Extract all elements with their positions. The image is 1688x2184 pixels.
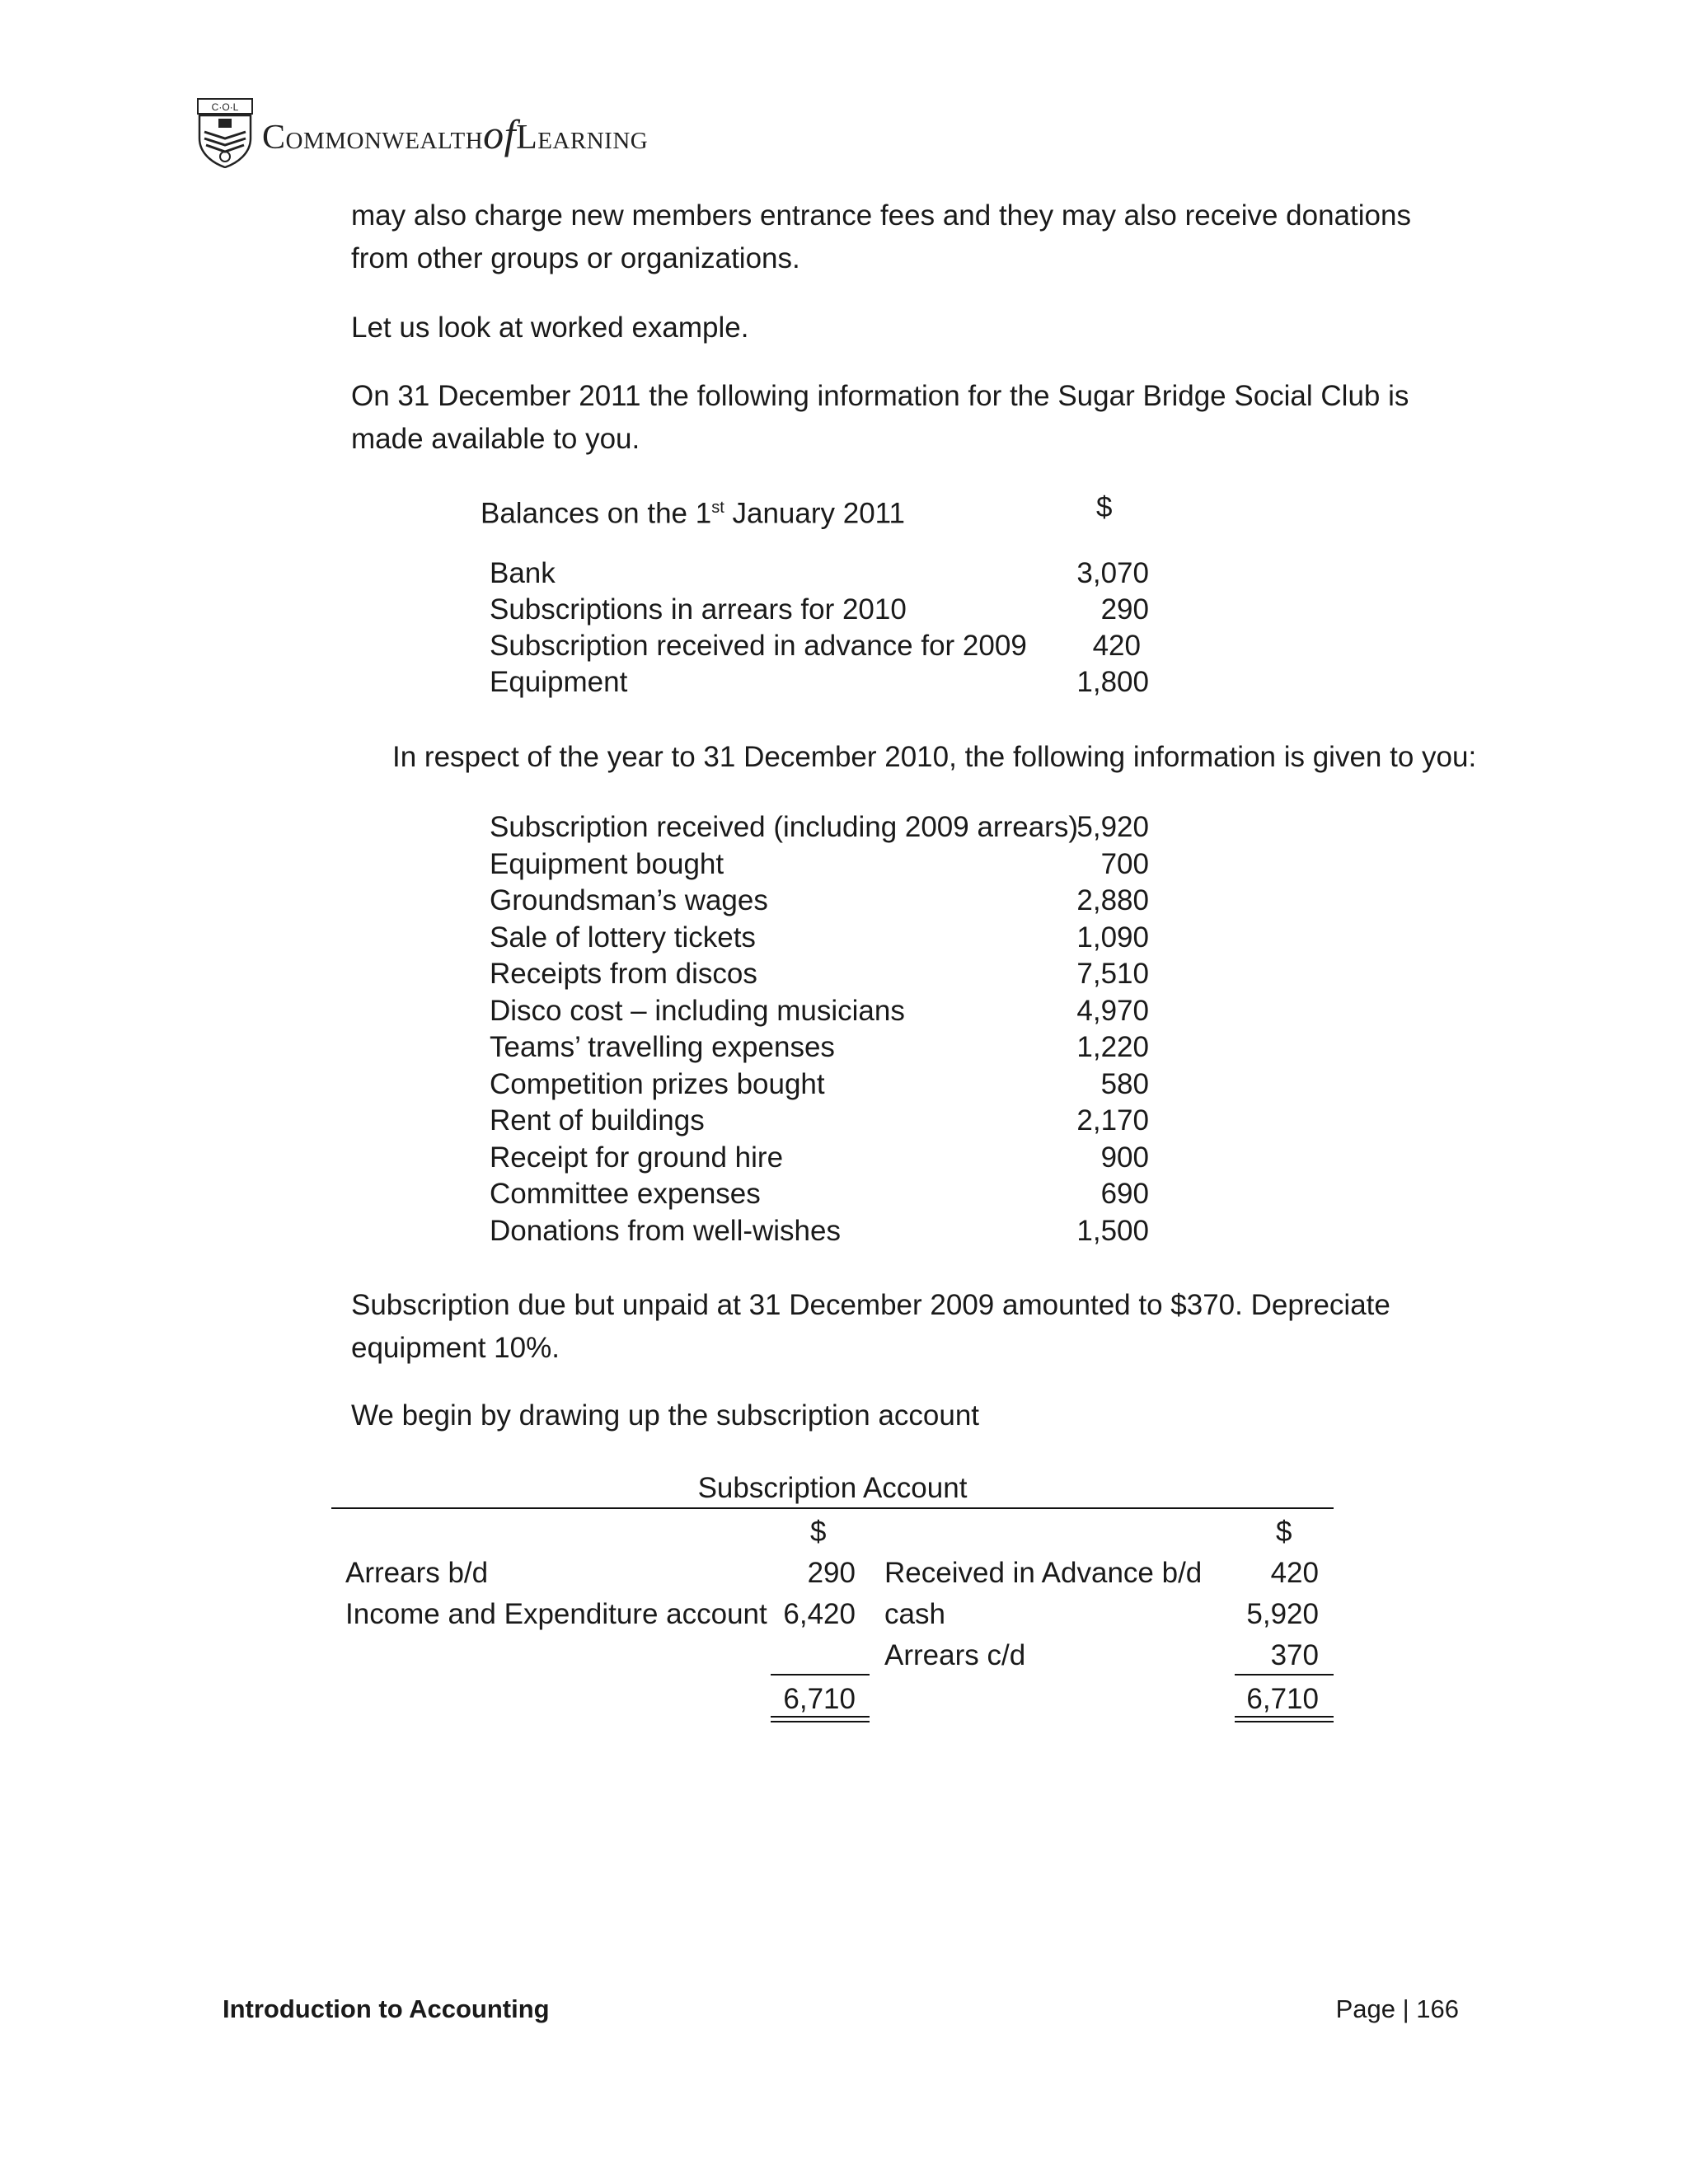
account-total-left: 6,710	[783, 1683, 856, 1715]
year-info-label: Equipment bought	[490, 847, 724, 880]
balance-label: Equipment	[490, 666, 628, 698]
list-item	[490, 1029, 1149, 1066]
year-info-value: 700	[1100, 847, 1149, 880]
year-info-intro: In respect of the year to 31 December 2010, the following information is given to you:	[392, 741, 1477, 773]
year-info-value: 2,170	[1076, 1104, 1149, 1137]
year-info-value: 2,880	[1076, 884, 1149, 916]
balances-list	[490, 555, 1149, 701]
year-info-label: Competition prizes bought	[490, 1067, 825, 1100]
account-right-label: cash	[884, 1598, 945, 1630]
balances-heading-date: January 2011	[724, 497, 906, 530]
account-right-value: 370	[1270, 1639, 1319, 1671]
balances-currency-header: $	[1096, 491, 1113, 523]
account-currency-right: $	[1276, 1516, 1292, 1548]
left-total-double-rule-2	[771, 1721, 870, 1722]
left-total-double-rule-1	[771, 1716, 870, 1718]
list-item	[490, 1103, 1149, 1140]
account-currency-left: $	[810, 1516, 827, 1548]
balance-label: Subscription received in advance for 2009	[490, 630, 1027, 662]
account-left-value: 290	[807, 1557, 856, 1589]
footer-page-number: Page | 166	[1335, 1994, 1459, 2023]
year-info-value: 5,920	[1076, 811, 1149, 843]
right-total-double-rule-1	[1235, 1716, 1334, 1718]
balances-heading-text: Balances on the 1	[481, 497, 712, 530]
year-info-label: Groundsman’s wages	[490, 884, 768, 916]
list-item	[490, 993, 1149, 1030]
right-subtotal-rule	[1235, 1674, 1334, 1675]
list-item	[490, 555, 1149, 592]
intro-paragraph-2: Let us look at worked example.	[351, 312, 749, 344]
list-item	[490, 920, 1149, 957]
account-right-value: 420	[1270, 1557, 1319, 1589]
list-item	[490, 1066, 1149, 1104]
col-wordmark	[262, 111, 649, 157]
year-info-value: 580	[1100, 1067, 1149, 1100]
list-item	[490, 592, 1149, 628]
account-left-label: Income and Expenditure account	[345, 1598, 767, 1630]
account-total-right: 6,710	[1246, 1683, 1319, 1715]
year-info-value: 7,510	[1076, 958, 1149, 990]
list-item	[490, 1140, 1149, 1177]
year-info-label: Committee expenses	[490, 1178, 761, 1210]
left-subtotal-rule	[771, 1674, 870, 1675]
list-item	[490, 846, 1149, 883]
col-crest-logo	[196, 97, 254, 168]
account-right-value: 5,920	[1246, 1598, 1319, 1630]
list-item	[490, 628, 1149, 664]
year-info-value: 1,090	[1076, 921, 1149, 954]
account-right-label: Arrears c/d	[884, 1639, 1026, 1671]
list-item	[490, 809, 1149, 846]
year-info-label: Teams’ travelling expenses	[490, 1031, 835, 1063]
year-info-label: Receipt for ground hire	[490, 1141, 784, 1174]
balance-label: Bank	[490, 557, 556, 589]
list-item	[490, 1176, 1149, 1213]
after-paragraph-2: We begin by drawing up the subscription account	[351, 1399, 980, 1432]
right-total-double-rule-2	[1235, 1721, 1334, 1722]
account-title: Subscription Account	[697, 1472, 968, 1504]
year-info-value: 1,500	[1076, 1214, 1149, 1247]
year-info-label: Donations from well-wishes	[490, 1214, 841, 1247]
year-info-value: 900	[1100, 1141, 1149, 1174]
balance-label: Subscriptions in arrears for 2010	[490, 593, 907, 626]
intro-paragraph-1: may also charge new members entrance fees and they may also receive donations from other groups or organizations.	[351, 199, 1411, 274]
balances-heading-sup: st	[711, 499, 724, 517]
list-item	[490, 883, 1149, 920]
after-paragraph-1: Subscription due but unpaid at 31 December 2009 amounted to $370. Depreciate equipment 10%.	[351, 1289, 1390, 1364]
account-left-value: 6,420	[783, 1598, 856, 1630]
account-left-label: Arrears b/d	[345, 1557, 489, 1589]
year-info-value: 1,220	[1076, 1031, 1149, 1063]
wordmark-learning: Learning	[516, 119, 649, 157]
year-info-value: 690	[1100, 1178, 1149, 1210]
year-info-label: Subscription received (including 2009 arrears)	[490, 811, 1078, 843]
balance-value: 420	[1092, 630, 1141, 662]
year-info-label: Receipts from discos	[490, 958, 757, 990]
balances-heading	[481, 486, 905, 536]
balance-value: 1,800	[1076, 666, 1149, 698]
list-item	[490, 664, 1149, 701]
wordmark-commonwealth: Commonwealth	[262, 119, 484, 157]
year-info-label: Rent of buildings	[490, 1104, 705, 1137]
list-item	[490, 956, 1149, 993]
intro-paragraph-3: On 31 December 2011 the following information for the Sugar Bridge Social Club is made available to you.	[351, 380, 1409, 455]
balance-value: 3,070	[1076, 557, 1149, 589]
wordmark-of: of	[483, 111, 517, 157]
list-item	[490, 1213, 1149, 1250]
footer-title: Introduction to Accounting	[223, 1994, 550, 2023]
balance-value: 290	[1100, 593, 1149, 626]
svg-text:C·O·L: C·O·L	[211, 101, 239, 113]
year-info-label: Sale of lottery tickets	[490, 921, 756, 954]
year-info-value: 4,970	[1076, 994, 1149, 1027]
year-info-label: Disco cost – including musicians	[490, 994, 905, 1027]
year-info-list	[490, 809, 1149, 1249]
account-right-label: Received in Advance b/d	[884, 1557, 1203, 1589]
account-top-rule	[331, 1507, 1334, 1509]
